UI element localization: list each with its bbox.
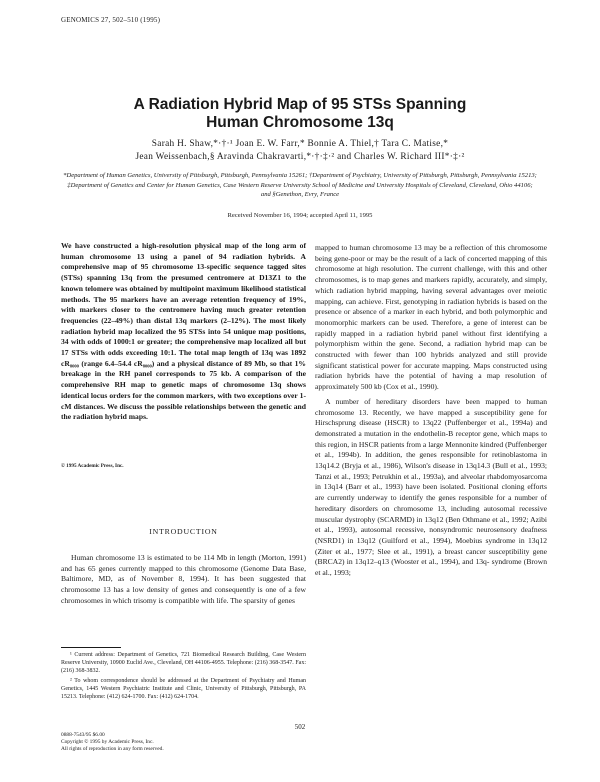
abstract xyxy=(61,241,306,423)
introduction-heading: INTRODUCTION xyxy=(149,527,218,536)
authors-line-1: Sarah H. Shaw,*·†·¹ Joan E. W. Farr,* Bonnie A. Thiel,† Tara C. Matise,* xyxy=(151,139,449,149)
footnote-2: ² To whom correspondence should be addressed at the Department of Psychiatry and Human Genetics, 1445 Western Psychiatric Institute and Clinic, University of Pittsburgh, Pittsburgh, PA 15213. Telephone: (412) 624-1700. Fax: (412) 624-1704. xyxy=(61,678,306,700)
received-date: Received November 16, 1994; accepted April 11, 1995 xyxy=(227,212,373,219)
page-number: 502 xyxy=(294,723,306,731)
copyright-notice: © 1995 Academic Press, Inc. xyxy=(61,463,124,469)
footnote-1: ¹ Current address: Department of Genetics, 721 Biomedical Research Building, Case Western Reserve University, 10900 Euclid Ave., Cleveland, OH 44106-4955. Telephone: (216) 368-3547. Fax: (216) 368-3832. xyxy=(61,652,306,674)
rights-reserved: All rights of reproduction in any form reserved. xyxy=(61,746,164,752)
affiliations: *Department of Human Genetics, University of Pittsburgh, Pittsburgh, Pennsylvania 15261; †Department of Psychiatry, University of Pittsburgh, Pittsburgh, Pennsylvania 15213; ‡Department of Genetics and Center for Human Genetics, Case Western Reserve University School of Medicine and University Hospitals of Cleveland, Cleveland, Ohio 44106; and §Genethon, Evry, France xyxy=(63,172,537,198)
right-paragraph-2: A number of hereditary disorders have been mapped to human chromosome 13. Recently, we have mapped a susceptibility gene for Hirschsprung disease (HSCR) to 13q22 (Puffenberger et al., 1994a) and demonstrated a mutation in the endothelin-B receptor gene, which maps to this region, in HSCR patients from a large Mennonite kindred (Puffenberger et al., 1994b). In addition, the genes responsible for retinoblastoma in 13q14.2 (Bryja et al., 1986), Wilson's disease in 13q14.3 (Bull et al., 1993; Tanzi et al., 1993; Petrukhin et al., 1993a), and alveolar rhabdomyosarcoma in 13q14 (Barr et al., 1993) have been isolated. Positional cloning efforts are currently underway to identify the genes responsible for a number of hereditary disorders on chromosome 13, including autosomal recessive muscular dystrophy (SCARMD) in 13q12 (Ben Othmane et al., 1992; Azibi et al., 1993), autosomal recessive, nonsyndromic neurosensory deafness (NSRD1) in 13q12 (Guilford et al., 1994), Moebius syndrome in 13q12 (Ziter et al., 1977; Slee et al., 1991), a breast cancer susceptibility gene (BRCA2) in 13q12–q13 (Wooster et al., 1994), and 13q- syndrome (Brown et al., 1993; xyxy=(315,396,547,578)
intro-paragraph: Human chromosome 13 is estimated to be 114 Mb in length (Morton, 1991) and has 65 genes currently mapped to this chromosome (Genome Data Base, Baltimore, MD, as of November 8, 1994). It has been suggested that chromosome 13 has a low density of genes and consequently is one of a few chromosomes in which trisomy is compatible with life. The sparsity of genes xyxy=(61,553,306,605)
right-column-text xyxy=(315,243,547,579)
authors-line-2: Jean Weissenbach,§ Aravinda Chakravarti,*·†·‡·² and Charles W. Richard III*·‡·² xyxy=(135,152,465,162)
introduction-text xyxy=(61,553,306,607)
issn-price: 0888-7543/95 $6.00 xyxy=(61,732,105,738)
title-line-2: Human Chromosome 13q xyxy=(206,114,394,131)
publisher-copyright: Copyright © 1995 by Academic Press, Inc. xyxy=(61,739,154,745)
footnotes xyxy=(61,651,306,703)
journal-citation: GENOMICS 27, 502–510 (1995) xyxy=(61,16,161,24)
right-paragraph-1: mapped to human chromosome 13 may be a reflection of this chromosome being gene-poor or may be the result of a lack of concerted mapping of this chromosome at high resolution. The current challenge, with this and other chromosomes, is to map genes and markers rapidly, accurately, and simply, which radiation hybrid mapping, having several advantages over meiotic mapping, can achieve. First, genotyping in radiation hybrids is based on the presence or absence of a marker in each hybrid, and both polymorphic and monomorphic markers can be used. Therefore, a gene of interest can be rapidly mapped in a radiation hybrid panel without first identifying a polymorphism within the gene. Second, a radiation hybrid map can be constructed with fewer than 100 hybrids analyzed and still provide significant statistical power for accurate mapping. Maps constructed using radiation hybrids have the potential of having a map resolution of approximately 500 kb (Cox et al., 1990). xyxy=(315,243,547,392)
title-line-1: A Radiation Hybrid Map of 95 STSs Spanning xyxy=(133,96,467,113)
article-title xyxy=(0,96,600,132)
author-list xyxy=(60,138,540,164)
abstract-text: We have constructed a high-resolution physical map of the long arm of human chromosome 13 using a panel of 94 radiation hybrids. A comprehensive map of 95 chromosome 13-specific sequence tagged sites (STSs) spanning 13q from the presumed centromere at D13Z1 to the known telomere was obtained by multipoint maximum likelihood statistical methods. The 95 markers have an average retention frequency of 19%, with markers closer to the centromere having much greater retention frequencies (22–49%) than distal 13q markers (2–12%). The most likely radiation hybrid map localized the 95 STSs into 54 unique map positions, 34 with odds of 1000:1 or greater; the comprehensive map localized all but 17 STSs with odds exceeding 10:1. The total map length of 13q was 1892 cR₈₀₀₀ (range 6.4–54.4 cR₈₀₀₀) and a physical distance of 89 Mb, so that 1% breakage in the RH panel corresponds to 75 kb. A comparison of the comprehensive RH map to genetic maps of chromosome 13q shows identical locus orders for the common markers, with two exceptions over 1-cM distances. We discuss the possible relationships between the genetic and the radiation hybrid maps. xyxy=(61,241,306,422)
publisher-info xyxy=(61,732,301,753)
footnote-divider xyxy=(61,647,121,648)
